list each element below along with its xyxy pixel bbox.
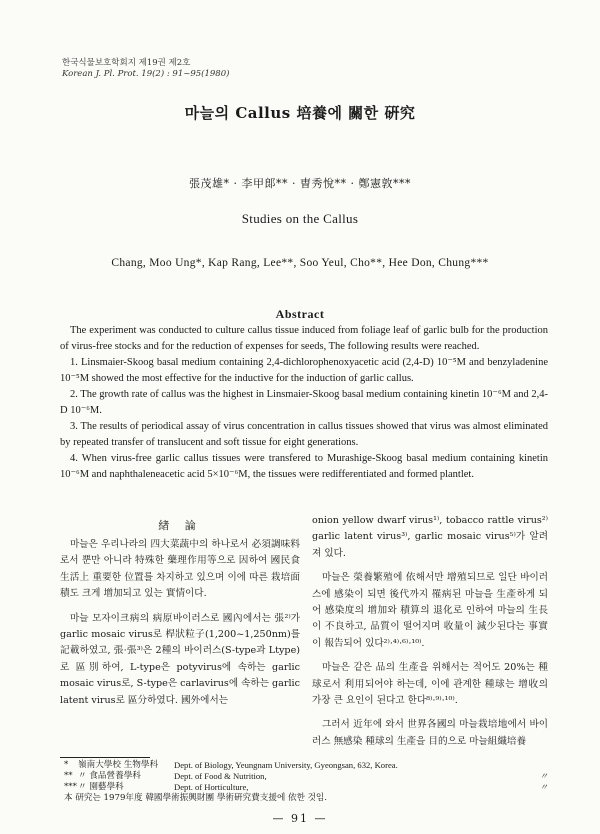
abstract-heading: Abstract	[275, 307, 325, 321]
paper-title-ko: 마늘의 Callus 培養에 關한 硏究	[184, 104, 416, 122]
journal-header	[62, 58, 229, 80]
body-paragraph: 마늘은 같은 品의 生產을 위해서는 적어도 20%는 種球로서 利用되어야 하는데, 이에 관계한 種球는 增收의 가장 큰 요인이 된다고 한다⁸⁾·⁹⁾·¹⁰⁾.	[312, 662, 548, 707]
paper-title-en: Studies on the Callus	[241, 211, 359, 226]
body-paragraph: 마늘은 榮養繁殖에 依해서만 增殖되므로 일단 바이러스에 感染이 되면 後代까지 罹病된 마늘을 生產하게 되어 感染度의 增加와 積算의 退化로 인하여 마늘의 生長이 不良하고, 品質이 떨어지며 收量이 減少된다는 事實이 報告되어 있다²⁾·⁴⁾·⁶⁾·¹⁰⁾.	[312, 572, 548, 649]
section-heading-introduction: 緖 論	[158, 519, 202, 532]
footnote-en: Dept. of Food & Nutrition,	[174, 771, 267, 781]
abstract-paragraph: 1. Linsmaier-Skoog basal medium containing 2,4-dichlorophenoxyacetic acid (2,4-D) 10⁻⁵M and benzyladenine 10⁻⁵M showed the most effective for the inductive for the induction of garlic callus.	[60, 357, 548, 384]
footnote-affiliation	[64, 771, 548, 782]
journal-title-ko: 한국식물보호학회지 제19권 제2호	[62, 58, 191, 68]
journal-title-en: Korean J. Pl. Prot. 19(2) : 91~95(1980)	[62, 69, 230, 79]
footnote-ko: 嶺南大學校 生物學科	[78, 760, 159, 770]
abstract-paragraph: 4. When virus-free garlic callus tissues were transfered to Murashige-Skoog basal medium containing kinetin 10⁻⁶M and naphthaleneacetic acid 5×10⁻⁶M, the tissues were redifferentiated and formed plantlet.	[60, 453, 548, 480]
footnote-mark: ***	[64, 782, 77, 792]
footnote-mark: **	[64, 771, 73, 781]
body-paragraph: onion yellow dwarf virus¹⁾, tobacco rattle virus²⁾ garlic latent virus³⁾, garlic mosaic virus⁵⁾가 알려져 있다.	[312, 515, 548, 559]
footnote-en: Dept. of Biology, Yeungnam University, Gyeongsan, 632, Korea.	[174, 760, 398, 770]
footnote-divider	[60, 757, 150, 758]
footnote-ditto: 〃	[539, 782, 548, 792]
left-column	[60, 537, 300, 717]
footnote-mark: *	[64, 760, 69, 770]
footnote-ditto: 〃	[539, 771, 548, 781]
abstract-paragraph: The experiment was conducted to culture callus tissue induced from foliage leaf of garlic bulb for the production of virus-free stocks and for the reduction of expenses for seeds, The following results were reached.	[60, 325, 548, 352]
footnote-en: Dept. of Horticulture,	[174, 782, 249, 792]
footnote-affiliation	[64, 760, 548, 771]
footnotes	[64, 760, 548, 804]
abstract-body	[60, 323, 548, 483]
page-number: — 91 —	[272, 812, 328, 825]
footnote-ko: 〃 食品營養學科	[78, 771, 141, 781]
footnote-affiliation	[64, 782, 548, 793]
authors-en: Chang, Moo Ung*, Kap Rang, Lee**, Soo Yeul, Cho**, Hee Don, Chung***	[111, 257, 489, 269]
body-paragraph: 마늘은 우리나라의 四大菜蔬中의 하나로서 必須調味料로서 뿐만 아니라 特殊한 藥理作用等으로 因하여 國民食生活上 重要한 位置를 차지하고 있으며 이에 따른 栽培面積도 크게 增加되고 있는 實情이다.	[60, 539, 300, 600]
grant-note: 本 研究는 1979年度 韓國學術振興財團 學術硏究費支援에 依한 것임.	[64, 793, 327, 803]
right-column	[312, 513, 548, 758]
abstract-paragraph: 3. The results of periodical assay of virus concentration in callus tissues showed that virus was almost eliminated by repeated transfer of translucent and soft tissue for eight generations.	[60, 421, 548, 448]
authors-ko: 張茂雄* · 李甲郞** · 曺秀悅** · 鄭憲敦***	[189, 177, 411, 190]
body-paragraph: 그러서 近年에 와서 世界各國의 마늘栽培地에서 바이러스 無感染 種球의 生產을 目的으로 마늘組織培養	[312, 719, 548, 747]
footnote-ko: 〃 園藝學科	[78, 782, 124, 792]
abstract-paragraph: 2. The growth rate of callus was the highest in Linsmaier-Skoog basal medium containing kinetin 10⁻⁶M and 2,4-D 10⁻⁶M.	[60, 389, 548, 416]
body-paragraph: 마늘 모자이크病의 病原바이러스로 國內에서는 張²⁾가 garlic mosaic virus로 桿狀粒子(1,200~1,250nm)를 記載하였고, 張·張³⁾은 2種의 바이러스(S-type과 Ltype)로 區別하여, L-type은 potyvirus에 속하는 garlic mosaic virus로, S-type은 carlavirus에 속하는 garlic latent virus로 區分하였다. 國外에서는	[60, 612, 300, 706]
